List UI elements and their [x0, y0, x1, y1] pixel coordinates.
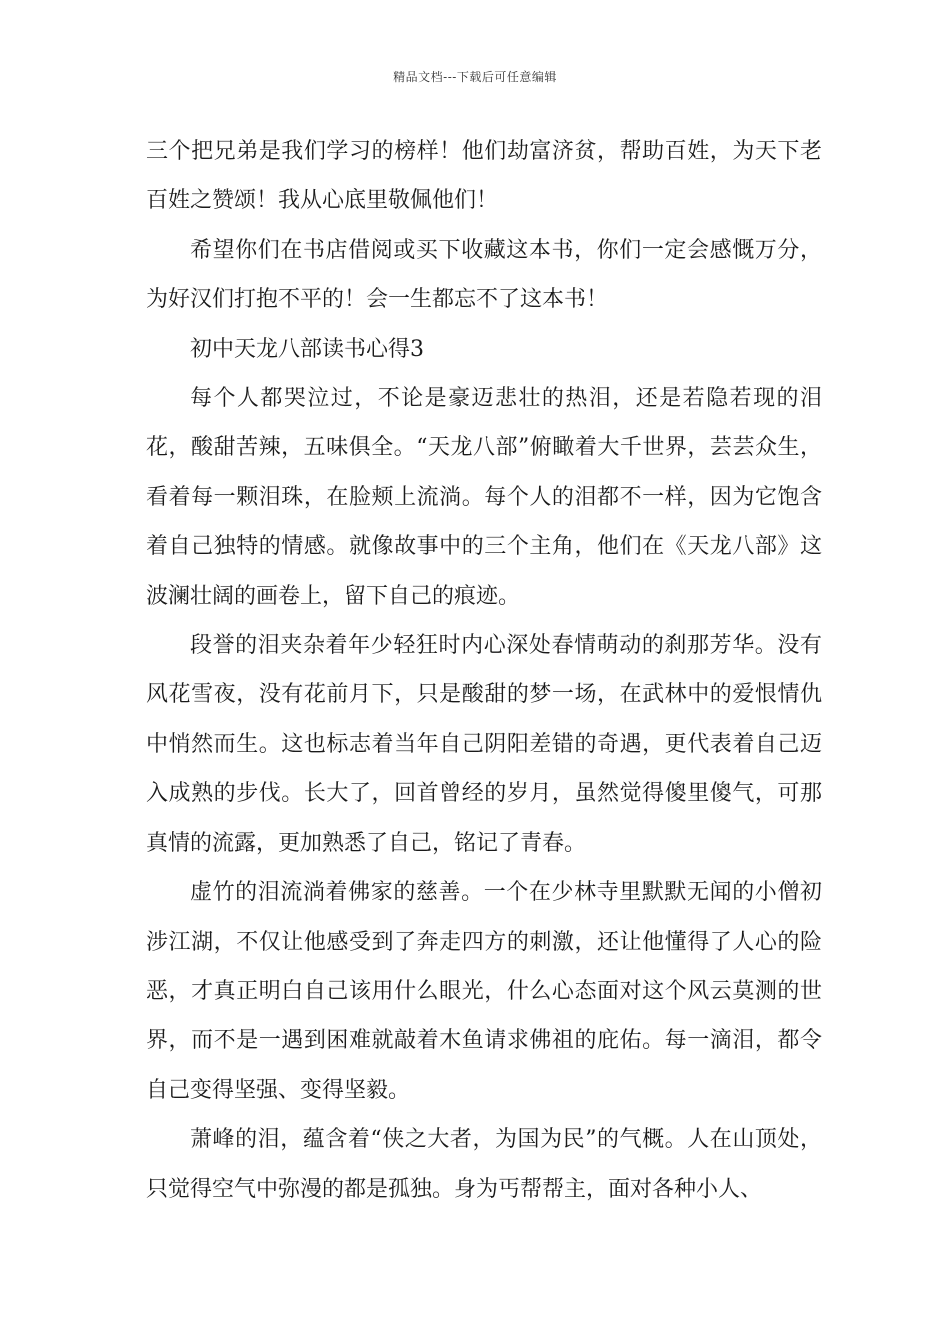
paragraph: 希望你们在书店借阅或买下收藏这本书，你们一定会感慨万分，为好汉们打抱不平的！会一生都忘不了这本书！ — [146, 237, 822, 313]
document-body — [146, 127, 822, 1214]
page-header: 精品文档---下载后可任意编辑 — [393, 70, 557, 84]
section-heading: 初中天龙八部读书心得3 — [190, 336, 424, 362]
paragraph: 段誉的泪夹杂着年少轻狂时内心深处春情萌动的刹那芳华。没有风花雪夜，没有花前月下，只是酸甜的梦一场，在武林中的爱恨情仇中悄然而生。这也标志着当年自己阴阳差错的奇遇，更代表着自己迈入成熟的步伐。长大了，回首曾经的岁月，虽然觉得傻里傻气，可那真情的流露，更加熟悉了自己，铭记了青春。 — [146, 633, 822, 856]
paragraph: 虚竹的泪流淌着佛家的慈善。一个在少林寺里默默无闻的小僧初涉江湖，不仅让他感受到了奔走四方的刺激，还让他懂得了人心的险恶，才真正明白自己该用什么眼光，什么心态面对这个风云莫测的世界，而不是一遇到困难就敲着木鱼请求佛祖的庇佑。每一滴泪，都令自己变得坚强、变得坚毅。 — [146, 880, 822, 1103]
paragraph: 每个人都哭泣过，不论是豪迈悲壮的热泪，还是若隐若现的泪花，酸甜苦辣，五味俱全。“天龙八部”俯瞰着大千世界，芸芸众生，看着每一颗泪珠，在脸颊上流淌。每个人的泪都不一样，因为它饱含着自己独特的情感。就像故事中的三个主角，他们在《天龙八部》这波澜壮阔的画卷上，留下自己的痕迹。 — [146, 386, 822, 609]
paragraph: 萧峰的泪，蕴含着“侠之大者，为国为民”的气概。人在山顶处，只觉得空气中弥漫的都是孤独。身为丐帮帮主，面对各种小人、 — [146, 1127, 822, 1202]
paragraph: 三个把兄弟是我们学习的榜样！他们劫富济贫，帮助百姓，为天下老百姓之赞颂！我从心底里敬佩他们！ — [146, 139, 822, 214]
